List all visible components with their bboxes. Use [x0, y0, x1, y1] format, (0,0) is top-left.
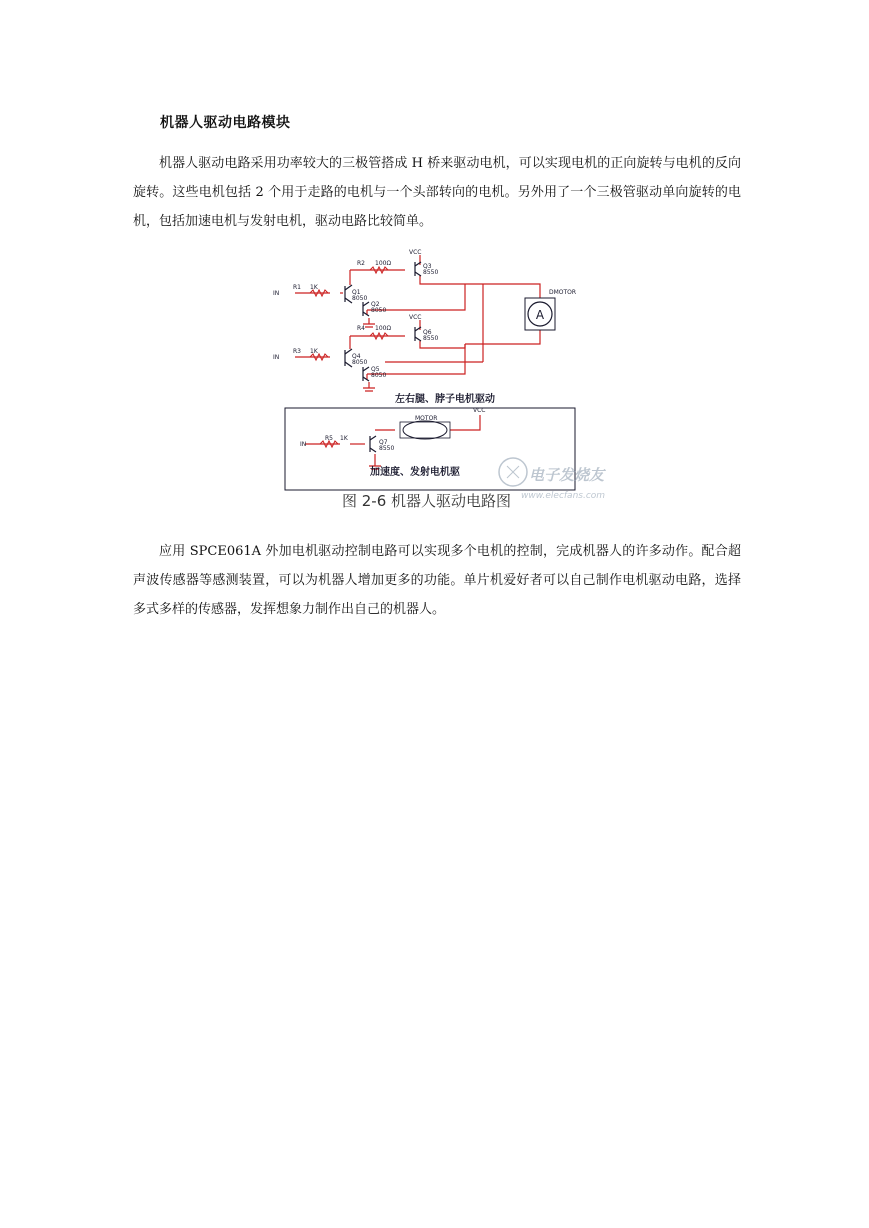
- paragraph-intro: 机器人驱动电路采用功率较大的三极管搭成 H 桥来驱动电机，可以实现电机的正向旋转与电机的反向旋转。这些电机包括 2 个用于走路的电机与一个头部转向的电机。另外用了一个三极管驱动单向旋转的电机，包括加速电机与发射电机，驱动电路比较简单。: [133, 156, 741, 229]
- label-q2-type: 8050: [371, 307, 387, 314]
- label-q3: Q3: [423, 263, 432, 270]
- label-vcc-1: VCC: [409, 249, 422, 256]
- section-heading: 机器人驱动电路模块: [160, 115, 291, 131]
- label-q6-type: 8550: [423, 335, 439, 342]
- label-r2-value: 100Ω: [375, 260, 392, 267]
- label-q1-type: 8050: [352, 295, 368, 302]
- label-r1: R1: [293, 284, 301, 291]
- label-in-2: IN: [273, 354, 280, 361]
- watermark-logo-text: 电子发烧友: [529, 466, 605, 484]
- paragraph-application: 应用 SPCE061A 外加电机驱动控制电路可以实现多个电机的控制，完成机器人的许多动作。配合超声波传感器等感测装置，可以为机器人增加更多的功能。单片机爱好者可以自己制作电机驱动电路，选择多式多样的传感器，发挥想象力制作出自己的机器人。: [133, 544, 741, 617]
- label-q3-type: 8550: [423, 269, 439, 276]
- label-r3-value: 1K: [310, 348, 318, 355]
- figure-label-top: 左右腿、脖子电机驱动: [395, 394, 495, 405]
- watermark-logo: [499, 458, 607, 501]
- watermark-url: www.elecfans.com: [521, 491, 606, 501]
- label-q5-type: 8050: [371, 372, 387, 379]
- label-q7: Q7: [379, 439, 388, 446]
- label-q4-type: 8050: [352, 359, 368, 366]
- label-r5: R5: [325, 435, 333, 442]
- label-q5: Q5: [371, 366, 380, 373]
- label-dmotor: DMOTOR: [549, 289, 577, 296]
- label-in-3: IN: [300, 441, 307, 448]
- figure-label-bottom: 加速度、发射电机驱: [370, 467, 460, 478]
- label-r2: R2: [357, 260, 365, 267]
- circuit-figure: [255, 240, 645, 520]
- circuit-diagram: [255, 240, 645, 520]
- label-q2: Q2: [371, 301, 380, 308]
- label-q6: Q6: [423, 329, 432, 336]
- label-q7-type: 8550: [379, 445, 395, 452]
- label-q1: Q1: [352, 289, 361, 296]
- motor-symbol: A: [535, 308, 545, 322]
- label-r1-value: 1K: [310, 284, 318, 291]
- label-q4: Q4: [352, 353, 361, 360]
- label-vcc-2: VCC: [409, 314, 422, 321]
- label-r4-value: 100Ω: [375, 325, 392, 332]
- label-vcc-3: VCC: [473, 407, 486, 414]
- figure-caption: 图 2-6 机器人驱动电路图: [342, 492, 512, 510]
- label-in-1: IN: [273, 290, 280, 297]
- label-r4: R4: [357, 325, 365, 332]
- label-r3: R3: [293, 348, 301, 355]
- label-motor: MOTOR: [415, 415, 438, 422]
- label-r5-value: 1K: [340, 435, 348, 442]
